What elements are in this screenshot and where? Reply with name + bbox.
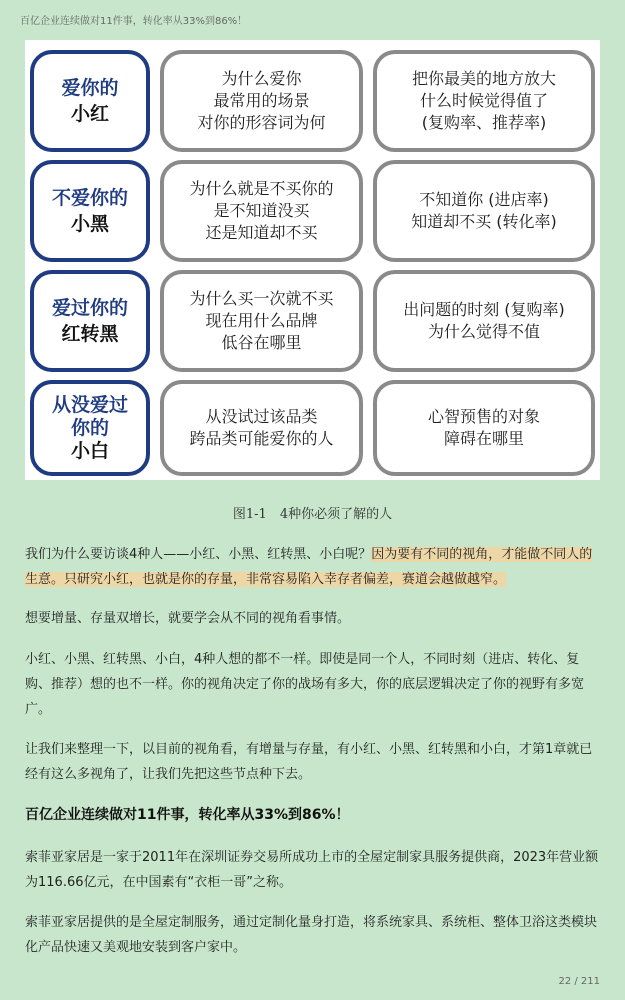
page-header-title: 百亿企业连续做对11件事，转化率从33%到86%！ [20, 16, 248, 27]
desc-line: 为什么买一次就不买 [189, 289, 334, 308]
desc-line: 为什么就是不买你的 [189, 179, 334, 198]
desc-line: 把你最美的地方放大 [411, 69, 556, 88]
label-cell-hongzhuanhei [30, 270, 150, 372]
desc-line: 心智预售的对象 [427, 407, 540, 426]
paragraph-1 [25, 542, 600, 592]
label-line: 从没爱过 [51, 393, 128, 416]
label-cell-xiaobai [30, 380, 150, 476]
paragraph-3: 小红、小黑、红转黑、小白，4种人想的都不一样。即使是同一个人，不同时刻（进店、转化、复购、推荐）想的也不一样。你的视角决定了你的战场有多大，你的底层逻辑决定了你的视野有多宽广。 [25, 652, 585, 717]
desc-cell [373, 380, 595, 476]
desc-cell [160, 160, 363, 262]
desc-line: 障碍在哪里 [443, 429, 524, 448]
label-line: 红转黑 [61, 323, 119, 345]
label-cell-xiaohei [30, 160, 150, 262]
desc-line: 跨品类可能爱你的人 [189, 429, 334, 448]
label-cell-xiaohong [30, 50, 150, 152]
label-line: 不爱你的 [51, 187, 128, 209]
text-run: 我们为什么要访谈4种人——小红、小黑、红转黑、小白呢？ [25, 547, 372, 562]
highlighted-text: 因为要有不同的视角，才能做不同人 [371, 547, 580, 562]
paragraph-2: 想要增量、存量双增长，就要学会从不同的视角看事情。 [25, 611, 351, 626]
figure-caption: 图1-1 4种你必须了解的人 [232, 507, 393, 522]
desc-line: 为什么觉得不值 [427, 322, 540, 341]
desc-line: 还是知道却不买 [205, 223, 318, 242]
desc-cell [373, 160, 595, 262]
desc-line: 最常用的场景 [213, 91, 310, 110]
paragraph-4: 让我们来整理一下，以目前的视角看，有增量与存量，有小红、小黑、红转黑和小白，才第1章就已经有这么多视角了，让我们先把这些节点种下去。 [25, 742, 593, 782]
desc-cell [160, 50, 363, 152]
paragraph-6: 索菲亚家居提供的是全屋定制服务，通过定制化量身打造，将系统家具、系统柜、整体卫浴这类模块化产品快速又美观地安装到客户家中。 [25, 915, 598, 955]
highlighted-text: 的生意。只研究小红，也就是你的存量，非常容易陷入幸存者偏差，赛道会越做越窄。 [25, 547, 593, 587]
desc-line: 从没试过该品类 [205, 407, 318, 426]
desc-line: 知道却不买 (转化率) [411, 212, 557, 231]
figure-grid [25, 40, 600, 480]
page-number: 22 / 211 [558, 976, 600, 987]
desc-cell [160, 380, 363, 476]
desc-line: 不知道你 (进店率) [419, 190, 549, 209]
desc-line: 出问题的时刻 (复购率) [403, 300, 565, 319]
desc-line: 现在用什么品牌 [205, 311, 318, 330]
label-line: 你的 [70, 416, 109, 439]
desc-line: 低谷在哪里 [221, 333, 302, 352]
desc-cell [373, 270, 595, 372]
label-line: 小红 [70, 103, 109, 125]
desc-cell [373, 50, 595, 152]
paragraph-5: 索菲亚家居是一家于2011年在深圳证券交易所成功上市的全屋定制家具服务提供商，2023年营业额为116.66亿元，在中国素有“衣柜一哥”之称。 [25, 850, 599, 890]
section-title: 百亿企业连续做对11件事，转化率从33%到86%！ [25, 807, 350, 823]
desc-line: 对你的形容词为何 [197, 113, 326, 132]
label-line: 小黑 [70, 213, 109, 235]
desc-line: 是不知道没买 [213, 201, 310, 220]
desc-cell [160, 270, 363, 372]
label-line: 小白 [70, 439, 109, 462]
label-line: 爱你的 [61, 77, 119, 99]
desc-line: 为什么爱你 [221, 69, 302, 88]
desc-line: 什么时候觉得值了 [419, 91, 548, 110]
desc-line: (复购率、推荐率) [421, 113, 547, 132]
label-line: 爱过你的 [51, 297, 128, 319]
